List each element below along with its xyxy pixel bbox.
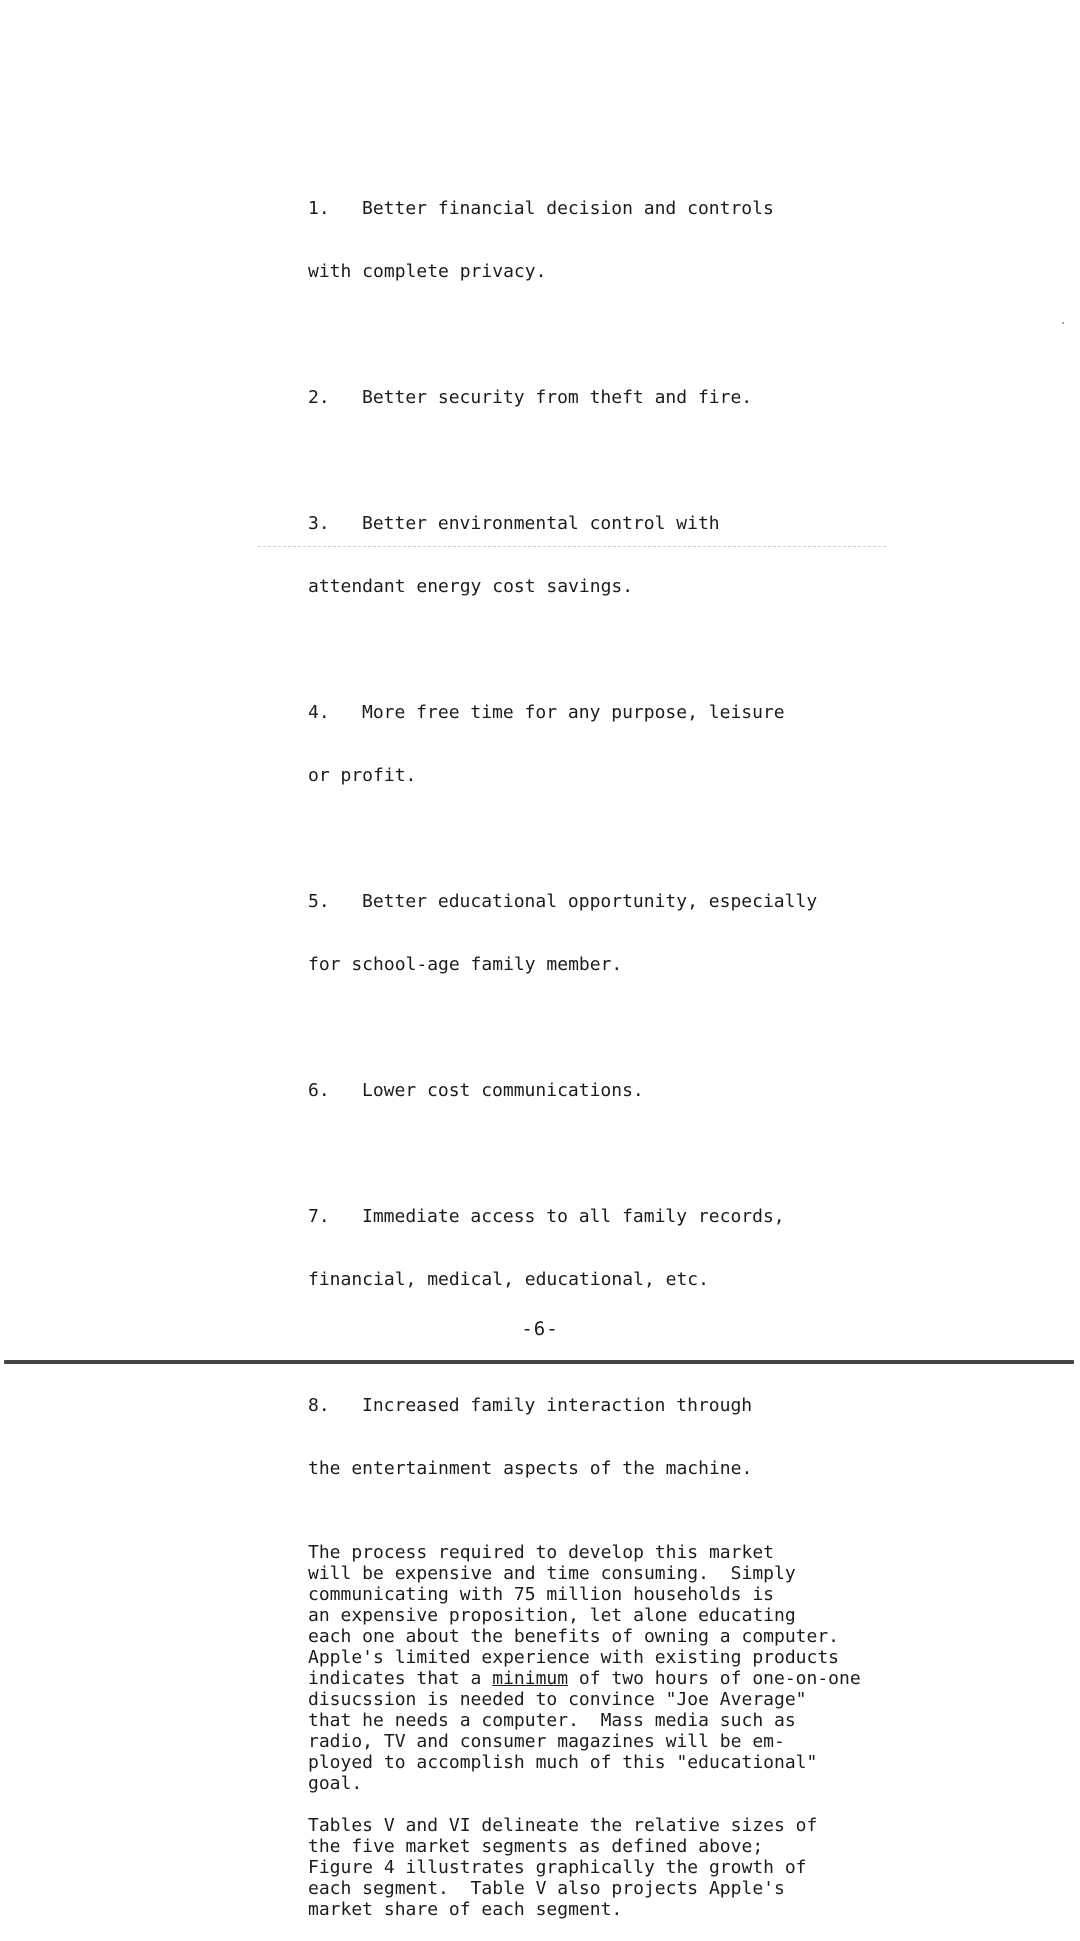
paragraph-line xyxy=(308,1668,868,1689)
list-item xyxy=(308,1164,868,1332)
list-item-text: Better environmental control with xyxy=(362,513,720,534)
paragraph-line: goal. xyxy=(308,1773,363,1794)
list-item-number: 7. xyxy=(308,1206,330,1227)
list-item-text: financial, medical, educational, etc. xyxy=(308,1269,709,1290)
list-item xyxy=(308,156,868,324)
list-item-text: Better security from theft and fire. xyxy=(362,387,753,408)
body-paragraph xyxy=(308,1815,868,1920)
list-item-number: 6. xyxy=(308,1080,330,1101)
list-item-text: More free time for any purpose, leisure xyxy=(362,702,785,723)
paragraph-line: each segment. Table V also projects Apple's xyxy=(308,1878,785,1899)
list-item-text: Better financial decision and controls xyxy=(362,198,774,219)
paragraph-line: each one about the benefits of owning a computer. xyxy=(308,1626,840,1647)
paragraph-line: radio, TV and consumer magazines will be em- xyxy=(308,1731,785,1752)
paragraph-line: market share of each segment. xyxy=(308,1899,623,1920)
paragraph-line: communicating with 75 million households is xyxy=(308,1584,774,1605)
body-paragraph xyxy=(308,1542,868,1794)
list-item xyxy=(308,849,868,1017)
paragraph-line: Figure 4 illustrates graphically the growth of xyxy=(308,1857,807,1878)
list-item-text: Lower cost communications. xyxy=(362,1080,644,1101)
page-content xyxy=(308,156,868,1941)
paragraph-line: the five market segments as defined above; xyxy=(308,1836,764,1857)
list-item xyxy=(308,1038,868,1143)
bottom-rule xyxy=(4,1360,1074,1364)
list-item-text: the entertainment aspects of the machine. xyxy=(308,1458,753,1479)
paragraph-line: that he needs a computer. Mass media such as xyxy=(308,1710,796,1731)
paragraph-line: ployed to accomplish much of this "educational" xyxy=(308,1752,818,1773)
list-item-number: 3. xyxy=(308,513,330,534)
list-item xyxy=(308,471,868,639)
list-item-number: 4. xyxy=(308,702,330,723)
list-item xyxy=(308,1353,868,1521)
paragraph-line: disucssion is needed to convince "Joe Average" xyxy=(308,1689,807,1710)
paragraph-fragment: indicates that a xyxy=(308,1668,493,1689)
list-item xyxy=(308,345,868,450)
list-item-text: Immediate access to all family records, xyxy=(362,1206,785,1227)
list-item-number: 5. xyxy=(308,891,330,912)
paragraph-line: Tables V and VI delineate the relative sizes of xyxy=(308,1815,818,1836)
page-number: -6- xyxy=(521,1318,559,1340)
paragraph-line: will be expensive and time consuming. Simply xyxy=(308,1563,796,1584)
list-item-number: 8. xyxy=(308,1395,330,1416)
faint-scan-line xyxy=(258,546,886,547)
list-item-text: or profit. xyxy=(308,765,417,786)
scan-speck xyxy=(1062,322,1064,324)
list-item xyxy=(308,660,868,828)
list-item-number: 2. xyxy=(308,387,330,408)
paragraph-line: Apple's limited experience with existing products xyxy=(308,1647,840,1668)
underlined-word: minimum xyxy=(492,1668,569,1689)
list-item-number: 1. xyxy=(308,198,330,219)
paragraph-line: The process required to develop this market xyxy=(308,1542,774,1563)
paragraph-line: an expensive proposition, let alone educating xyxy=(308,1605,796,1626)
list-item-text: with complete privacy. xyxy=(308,261,547,282)
list-item-text: attendant energy cost savings. xyxy=(308,576,634,597)
paragraph-fragment: of two hours of one-on-one xyxy=(568,1668,861,1689)
list-item-text: Increased family interaction through xyxy=(362,1395,753,1416)
list-item-text: for school-age family member. xyxy=(308,954,623,975)
list-item-text: Better educational opportunity, especially xyxy=(362,891,818,912)
